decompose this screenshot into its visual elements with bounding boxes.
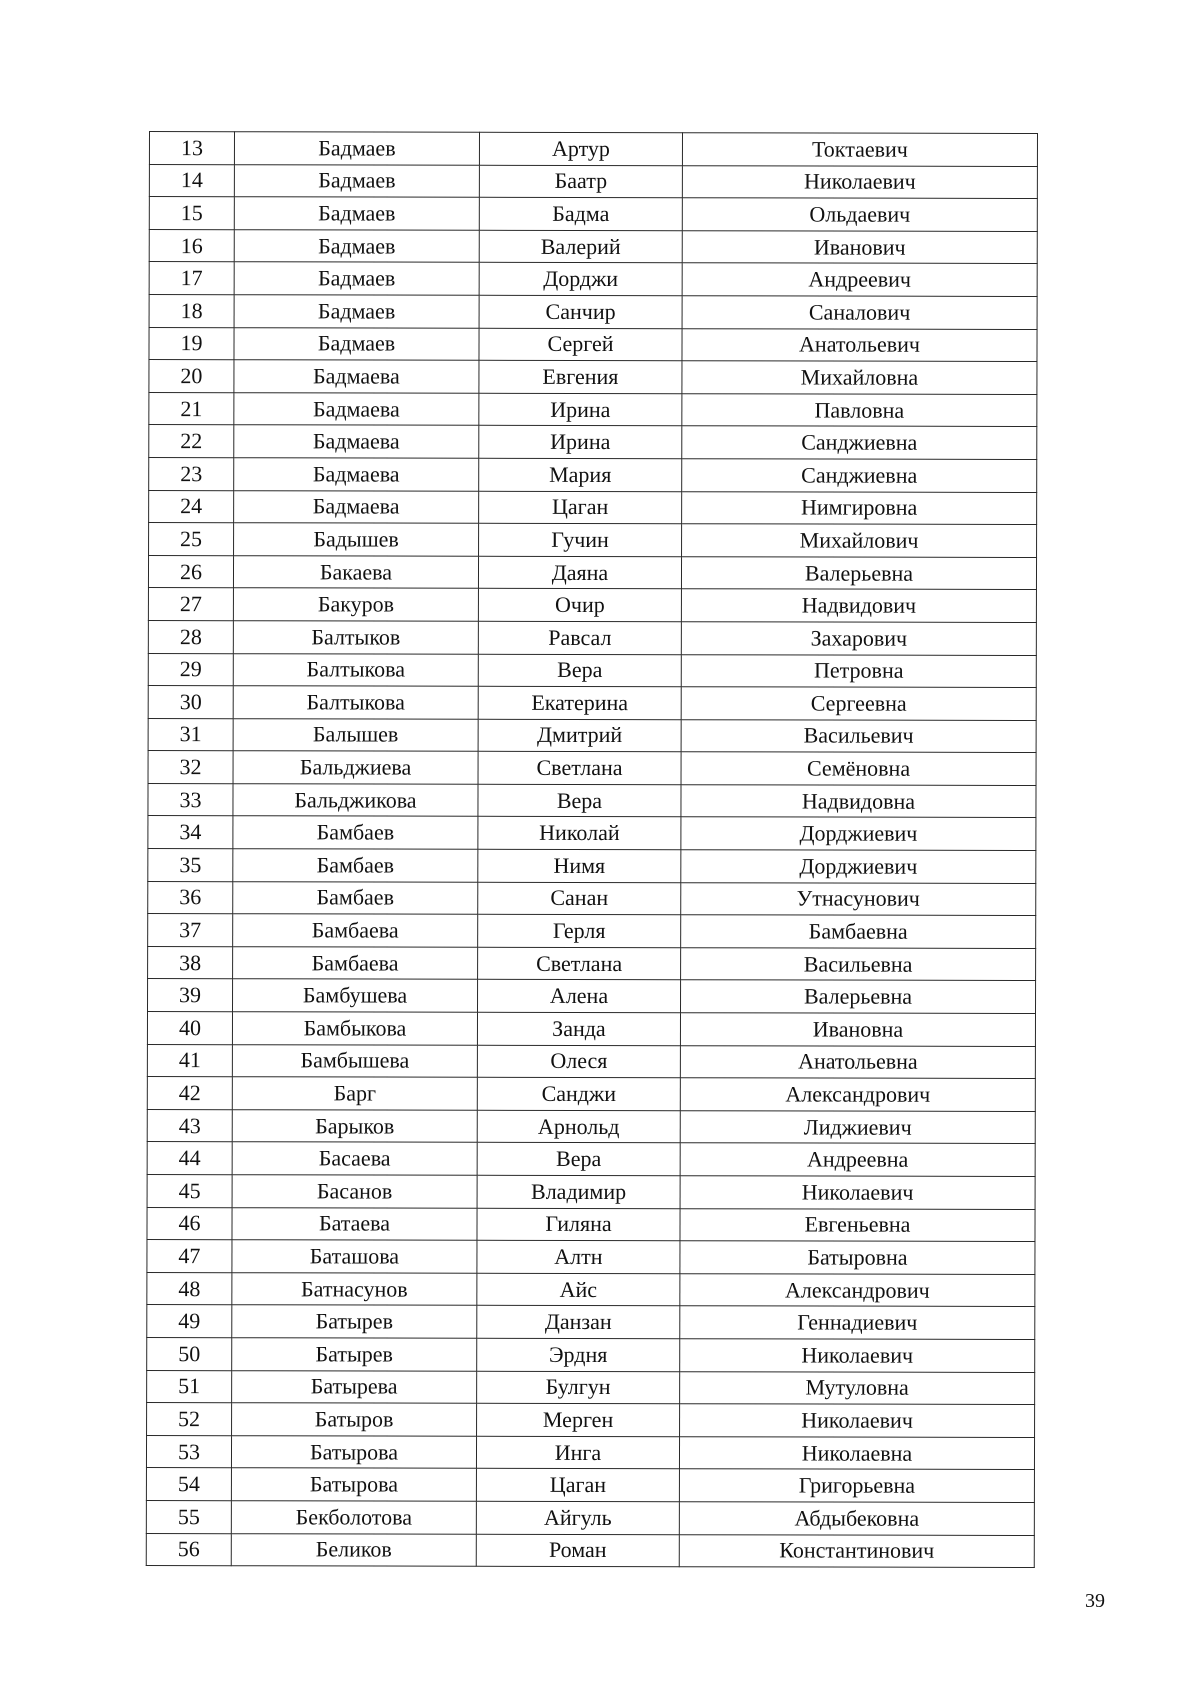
- patronymic-cell: Валерьевна: [681, 980, 1036, 1013]
- row-number-cell: 17: [149, 262, 234, 295]
- patronymic-cell: Павловна: [682, 393, 1037, 426]
- patronymic-cell: Михайлович: [682, 524, 1037, 557]
- first-name-cell: Санчир: [479, 295, 682, 328]
- row-number-cell: 37: [148, 914, 233, 947]
- page-number: 39: [1085, 1590, 1105, 1612]
- surname-cell: Басаева: [232, 1142, 477, 1175]
- surname-cell: Балтыкова: [233, 653, 478, 686]
- patronymic-cell: Токтаевич: [682, 133, 1037, 166]
- surname-cell: Балышев: [233, 718, 478, 751]
- surname-cell: Батаева: [232, 1207, 477, 1240]
- table-row: [147, 1403, 1035, 1438]
- surname-cell: Бадышев: [234, 523, 479, 556]
- surname-cell: Бадмаева: [234, 458, 479, 491]
- row-number-cell: 50: [147, 1337, 232, 1370]
- patronymic-cell: Надвидович: [681, 589, 1036, 622]
- table-row: [149, 457, 1037, 492]
- first-name-cell: Бадма: [479, 197, 682, 230]
- first-name-cell: Николай: [478, 817, 681, 850]
- patronymic-cell: Геннадиевич: [680, 1306, 1035, 1339]
- patronymic-cell: Захарович: [681, 622, 1036, 655]
- patronymic-cell: Ивановна: [680, 1013, 1035, 1046]
- patronymic-cell: Лиджиевич: [680, 1111, 1035, 1144]
- surname-cell: Батырева: [232, 1370, 477, 1403]
- surname-cell: Бамбаев: [233, 849, 478, 882]
- table-row: [149, 197, 1037, 232]
- patronymic-cell: Григорьевна: [679, 1469, 1034, 1502]
- table-row: [148, 849, 1036, 884]
- table-row: [146, 1468, 1034, 1503]
- row-number-cell: 40: [147, 1012, 232, 1045]
- patronymic-cell: Иванович: [682, 230, 1037, 263]
- surname-cell: Барг: [232, 1077, 477, 1110]
- first-name-cell: Роман: [476, 1534, 679, 1567]
- first-name-cell: Алтн: [477, 1240, 680, 1273]
- names-table: [146, 131, 1038, 1568]
- row-number-cell: 29: [148, 653, 233, 686]
- row-number-cell: 28: [148, 620, 233, 653]
- first-name-cell: Артур: [479, 132, 682, 165]
- patronymic-cell: Семёновна: [681, 752, 1036, 785]
- patronymic-cell: Мутуловна: [680, 1371, 1035, 1404]
- patronymic-cell: Николаевич: [680, 1404, 1035, 1437]
- surname-cell: Батырев: [232, 1338, 477, 1371]
- row-number-cell: 22: [149, 425, 234, 458]
- surname-cell: Бамбышева: [232, 1044, 477, 1077]
- first-name-cell: Светлана: [478, 752, 681, 785]
- table-row: [149, 132, 1037, 167]
- table-row: [149, 360, 1037, 395]
- patronymic-cell: Васильевна: [681, 948, 1036, 981]
- patronymic-cell: Санджиевна: [682, 459, 1037, 492]
- row-number-cell: 55: [146, 1500, 231, 1533]
- row-number-cell: 52: [147, 1403, 232, 1436]
- patronymic-cell: Дорджиевич: [681, 850, 1036, 883]
- table-row: [148, 588, 1036, 623]
- first-name-cell: Светлана: [478, 947, 681, 980]
- table-row: [148, 686, 1036, 721]
- first-name-cell: Занда: [477, 1012, 680, 1045]
- row-number-cell: 51: [147, 1370, 232, 1403]
- patronymic-cell: Ольдаевич: [682, 198, 1037, 231]
- table-row: [147, 1240, 1035, 1275]
- table-row: [148, 620, 1036, 655]
- row-number-cell: 46: [147, 1207, 232, 1240]
- table-row: [147, 1272, 1035, 1307]
- row-number-cell: 20: [149, 360, 234, 393]
- row-number-cell: 39: [148, 979, 233, 1012]
- surname-cell: Батыров: [232, 1403, 477, 1436]
- row-number-cell: 25: [149, 523, 234, 556]
- table-row: [147, 1337, 1035, 1372]
- first-name-cell: Цаган: [479, 491, 682, 524]
- surname-cell: Бамбаев: [233, 881, 478, 914]
- surname-cell: Бакаева: [233, 555, 478, 588]
- row-number-cell: 35: [148, 849, 233, 882]
- surname-cell: Бадмаева: [234, 392, 479, 425]
- patronymic-cell: Евгеньевна: [680, 1208, 1035, 1241]
- first-name-cell: Булгун: [477, 1371, 680, 1404]
- surname-cell: Батнасунов: [232, 1272, 477, 1305]
- table-row: [148, 718, 1036, 753]
- patronymic-cell: Петровна: [681, 654, 1036, 687]
- surname-cell: Бадмаев: [234, 197, 479, 230]
- row-number-cell: 38: [148, 946, 233, 979]
- row-number-cell: 33: [148, 783, 233, 816]
- patronymic-cell: Сергеевна: [681, 687, 1036, 720]
- table-row: [149, 229, 1037, 264]
- patronymic-cell: Бамбаевна: [681, 915, 1036, 948]
- table-row: [146, 1533, 1034, 1568]
- first-name-cell: Евгения: [479, 360, 682, 393]
- first-name-cell: Данзан: [477, 1306, 680, 1339]
- row-number-cell: 31: [148, 718, 233, 751]
- patronymic-cell: Васильевич: [681, 719, 1036, 752]
- row-number-cell: 19: [149, 327, 234, 360]
- surname-cell: Беликов: [231, 1533, 476, 1566]
- first-name-cell: Очир: [478, 589, 681, 622]
- surname-cell: Батырова: [231, 1435, 476, 1468]
- table-row: [146, 1435, 1034, 1470]
- row-number-cell: 44: [147, 1142, 232, 1175]
- surname-cell: Бамбушева: [233, 979, 478, 1012]
- surname-cell: Басанов: [232, 1175, 477, 1208]
- surname-cell: Бекболотова: [231, 1501, 476, 1534]
- table-row: [148, 946, 1036, 981]
- row-number-cell: 24: [149, 490, 234, 523]
- first-name-cell: Цаган: [476, 1469, 679, 1502]
- first-name-cell: Ирина: [479, 426, 682, 459]
- row-number-cell: 47: [147, 1240, 232, 1273]
- first-name-cell: Мария: [479, 458, 682, 491]
- row-number-cell: 27: [148, 588, 233, 621]
- row-number-cell: 21: [149, 392, 234, 425]
- table-row: [149, 490, 1037, 525]
- row-number-cell: 34: [148, 816, 233, 849]
- surname-cell: Батырев: [232, 1305, 477, 1338]
- first-name-cell: Екатерина: [478, 686, 681, 719]
- surname-cell: Бамбыкова: [232, 1012, 477, 1045]
- first-name-cell: Валерий: [479, 230, 682, 263]
- table-row: [149, 294, 1037, 329]
- surname-cell: Бадмаева: [234, 490, 479, 523]
- row-number-cell: 23: [149, 457, 234, 490]
- row-number-cell: 14: [149, 164, 234, 197]
- table-row: [147, 1012, 1035, 1047]
- table-row: [148, 914, 1036, 949]
- surname-cell: Бадмаев: [234, 164, 479, 197]
- table-row: [147, 1044, 1035, 1079]
- table-row: [148, 751, 1036, 786]
- surname-cell: Барыков: [232, 1110, 477, 1143]
- patronymic-cell: Саналович: [682, 296, 1037, 329]
- table-row: [149, 392, 1037, 427]
- row-number-cell: 48: [147, 1272, 232, 1305]
- patronymic-cell: Николаевич: [682, 165, 1037, 198]
- first-name-cell: Вера: [478, 784, 681, 817]
- patronymic-cell: Николаевна: [679, 1436, 1034, 1469]
- row-number-cell: 32: [148, 751, 233, 784]
- surname-cell: Бадмаев: [234, 327, 479, 360]
- patronymic-cell: Батыровна: [680, 1241, 1035, 1274]
- surname-cell: Бадмаева: [234, 360, 479, 393]
- row-number-cell: 41: [147, 1044, 232, 1077]
- first-name-cell: Айгуль: [476, 1501, 679, 1534]
- row-number-cell: 45: [147, 1174, 232, 1207]
- table-row: [149, 327, 1037, 362]
- first-name-cell: Инга: [476, 1436, 679, 1469]
- patronymic-cell: Анатольевна: [680, 1045, 1035, 1078]
- patronymic-cell: Николаевич: [680, 1176, 1035, 1209]
- surname-cell: Бадмаев: [234, 229, 479, 262]
- table-row: [147, 1077, 1035, 1112]
- table-row: [148, 783, 1036, 818]
- table-row: [148, 979, 1036, 1014]
- first-name-cell: Гиляна: [477, 1208, 680, 1241]
- row-number-cell: 13: [149, 132, 234, 165]
- patronymic-cell: Валерьевна: [681, 556, 1036, 589]
- table-row: [147, 1142, 1035, 1177]
- names-table-body: [146, 132, 1037, 1568]
- surname-cell: Бадмаев: [234, 262, 479, 295]
- row-number-cell: 43: [147, 1109, 232, 1142]
- first-name-cell: Сергей: [479, 328, 682, 361]
- table-row: [149, 523, 1037, 558]
- row-number-cell: 26: [148, 555, 233, 588]
- first-name-cell: Эрдня: [477, 1338, 680, 1371]
- row-number-cell: 16: [149, 229, 234, 262]
- surname-cell: Баташова: [232, 1240, 477, 1273]
- surname-cell: Батырова: [231, 1468, 476, 1501]
- patronymic-cell: Андреевич: [682, 263, 1037, 296]
- first-name-cell: Гучин: [479, 523, 682, 556]
- row-number-cell: 56: [146, 1533, 231, 1566]
- table-row: [149, 425, 1037, 460]
- patronymic-cell: Константинович: [679, 1534, 1034, 1567]
- surname-cell: Бамбаева: [233, 914, 478, 947]
- surname-cell: Бальджиева: [233, 751, 478, 784]
- surname-cell: Бальджикова: [233, 784, 478, 817]
- row-number-cell: 54: [146, 1468, 231, 1501]
- table-row: [147, 1370, 1035, 1405]
- patronymic-cell: Михайловна: [682, 361, 1037, 394]
- table-row: [147, 1174, 1035, 1209]
- surname-cell: Бамбаев: [233, 816, 478, 849]
- surname-cell: Бадмаев: [234, 132, 479, 165]
- table-row: [149, 164, 1037, 199]
- row-number-cell: 15: [149, 197, 234, 230]
- first-name-cell: Санджи: [477, 1077, 680, 1110]
- first-name-cell: Вера: [477, 1143, 680, 1176]
- first-name-cell: Владимир: [477, 1175, 680, 1208]
- first-name-cell: Герля: [478, 914, 681, 947]
- row-number-cell: 36: [148, 881, 233, 914]
- patronymic-cell: Александрович: [680, 1273, 1035, 1306]
- row-number-cell: 30: [148, 686, 233, 719]
- row-number-cell: 49: [147, 1305, 232, 1338]
- surname-cell: Бамбаева: [233, 947, 478, 980]
- first-name-cell: Алена: [478, 980, 681, 1013]
- surname-cell: Балтыкова: [233, 686, 478, 719]
- first-name-cell: Баатр: [479, 165, 682, 198]
- table-row: [148, 653, 1036, 688]
- patronymic-cell: Абдыбековна: [679, 1502, 1034, 1535]
- patronymic-cell: Александрович: [680, 1078, 1035, 1111]
- surname-cell: Бакуров: [233, 588, 478, 621]
- patronymic-cell: Нимгировна: [682, 491, 1037, 524]
- table-row: [148, 881, 1036, 916]
- surname-cell: Бадмаев: [234, 295, 479, 328]
- surname-cell: Бадмаева: [234, 425, 479, 458]
- surname-cell: Балтыков: [233, 621, 478, 654]
- table-row: [146, 1500, 1034, 1535]
- table-row: [148, 816, 1036, 851]
- table-row: [148, 555, 1036, 590]
- row-number-cell: 53: [146, 1435, 231, 1468]
- patronymic-cell: Николаевич: [680, 1339, 1035, 1372]
- first-name-cell: Вера: [478, 654, 681, 687]
- first-name-cell: Олеся: [477, 1045, 680, 1078]
- table-row: [147, 1109, 1035, 1144]
- first-name-cell: Айс: [477, 1273, 680, 1306]
- table-row: [147, 1207, 1035, 1242]
- patronymic-cell: Надвидовна: [681, 785, 1036, 818]
- patronymic-cell: Санджиевна: [682, 426, 1037, 459]
- first-name-cell: Санан: [478, 882, 681, 915]
- row-number-cell: 18: [149, 294, 234, 327]
- table-row: [149, 262, 1037, 297]
- patronymic-cell: Анатольевич: [682, 328, 1037, 361]
- first-name-cell: Равсал: [478, 621, 681, 654]
- patronymic-cell: Андреевна: [680, 1143, 1035, 1176]
- first-name-cell: Даяна: [478, 556, 681, 589]
- first-name-cell: Арнольд: [477, 1110, 680, 1143]
- first-name-cell: Мерген: [477, 1403, 680, 1436]
- patronymic-cell: Дорджиевич: [681, 817, 1036, 850]
- first-name-cell: Ирина: [479, 393, 682, 426]
- row-number-cell: 42: [147, 1077, 232, 1110]
- table-row: [147, 1305, 1035, 1340]
- first-name-cell: Нимя: [478, 849, 681, 882]
- first-name-cell: Дмитрий: [478, 719, 681, 752]
- first-name-cell: Дорджи: [479, 263, 682, 296]
- patronymic-cell: Утнасунович: [681, 882, 1036, 915]
